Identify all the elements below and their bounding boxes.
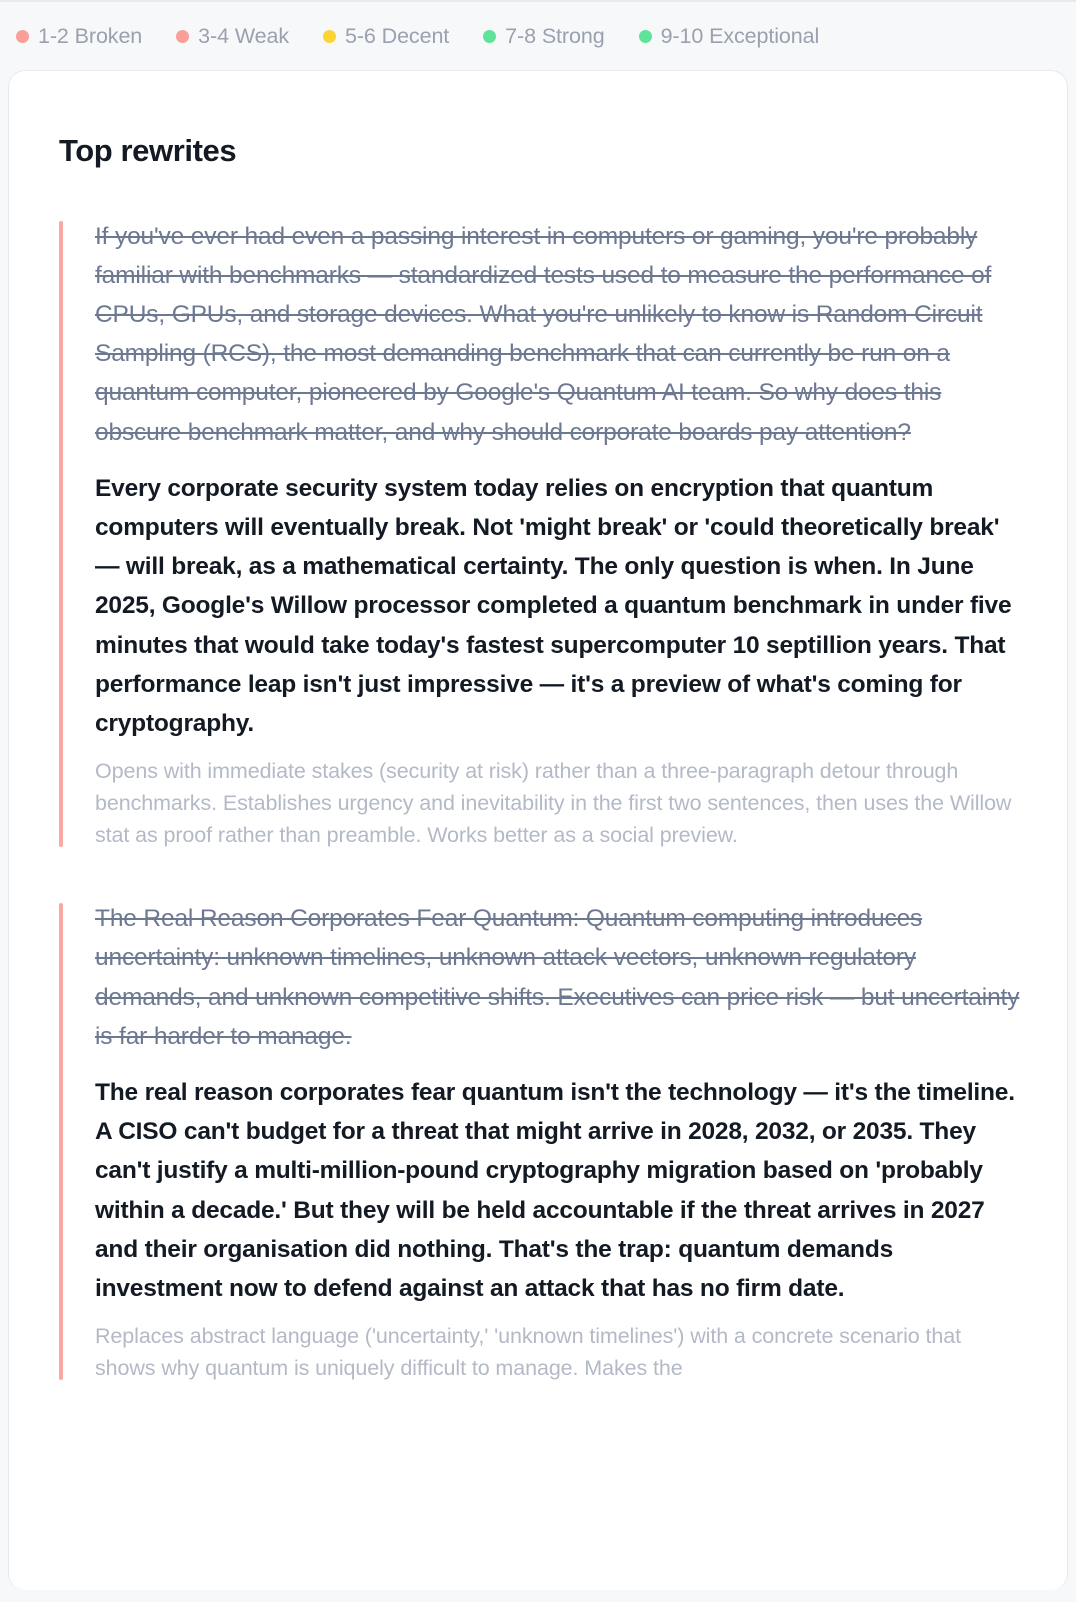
legend-item-label: 7-8 Strong xyxy=(505,24,605,48)
rewrite-accent-bar xyxy=(59,221,63,848)
score-legend xyxy=(0,2,1076,70)
rewrite-rationale-text: Opens with immediate stakes (security at risk) rather than a three-paragraph detour through benchmarks. Establishes urgency and inevitability in the first two sentences, then uses the Willow stat as proof rather than preamble. Works better as a social preview. xyxy=(95,759,1012,848)
legend-item-label: 5-6 Decent xyxy=(345,24,450,48)
legend-item-label: 3-4 Weak xyxy=(198,24,289,48)
rewrite-original-text: If you've ever had even a passing interest in computers or gaming, you're probably familiar with benchmarks — standardized tests used to measure the performance of CPUs, GPUs, and storage devices. What you're unlikely to know is Random Circuit Sampling (RCS), the most demanding benchmark that can currently be run on a quantum computer, pioneered by Google's Quantum AI team. So why does this obscure benchmark matter, and why should corporate boards pay attention? xyxy=(95,222,992,446)
legend-item-strong xyxy=(483,26,604,48)
rewrite-item xyxy=(59,899,1023,1384)
rewrites-list xyxy=(59,217,1023,1385)
legend-dot-icon xyxy=(16,30,29,43)
legend-item-decent xyxy=(323,26,449,48)
legend-dot-icon xyxy=(483,30,496,43)
legend-item-label: 9-10 Exceptional xyxy=(660,24,820,48)
legend-dot-icon xyxy=(639,30,652,43)
rewrite-suggested-text: The real reason corporates fear quantum isn't the technology — it's the timeline. A CISO can't budget for a threat that might arrive in 2028, 2032, or 2035. They can't justify a multi-million-pound cryptography migration based on 'probably within a decade.' But they will be held accountable if the threat arrives in 2027 and their organisation did nothing. That's the trap: quantum demands investment now to defend against an attack that has no firm date. xyxy=(95,1078,1015,1302)
legend-item-label: 1-2 Broken xyxy=(38,24,143,48)
rewrite-item xyxy=(59,217,1023,852)
rewrite-rationale-text: Replaces abstract language ('uncertainty,' 'unknown timelines') with a concrete scenario that shows why quantum is uniquely difficult to manage. Makes the xyxy=(95,1324,961,1381)
legend-dot-icon xyxy=(176,30,189,43)
page-title: Top rewrites xyxy=(59,132,237,168)
rewrite-suggested-text: Every corporate security system today relies on encryption that quantum computers will eventually break. Not 'might break' or 'could theoretically break' — will break, as a mathematical certainty. The only question is when. In June 2025, Google's Willow processor completed a quantum benchmark in under five minutes that would take today's fastest supercomputer 10 septillion years. That performance leap isn't just impressive — it's a preview of what's coming for cryptography. xyxy=(95,474,1012,737)
rewrite-original-text: The Real Reason Corporates Fear Quantum: Quantum computing introduces uncertainty: unknown timelines, unknown attack vectors, unknown regulatory demands, and unknown competitive shifts. Executives can price risk — but uncertainty is far harder to manage. xyxy=(95,905,1020,1050)
legend-dot-icon xyxy=(323,30,336,43)
legend-item-broken xyxy=(16,26,142,48)
top-rewrites-card xyxy=(8,70,1068,1590)
legend-item-weak xyxy=(176,26,289,48)
legend-item-exceptional xyxy=(639,26,820,48)
rewrite-accent-bar xyxy=(59,903,63,1380)
